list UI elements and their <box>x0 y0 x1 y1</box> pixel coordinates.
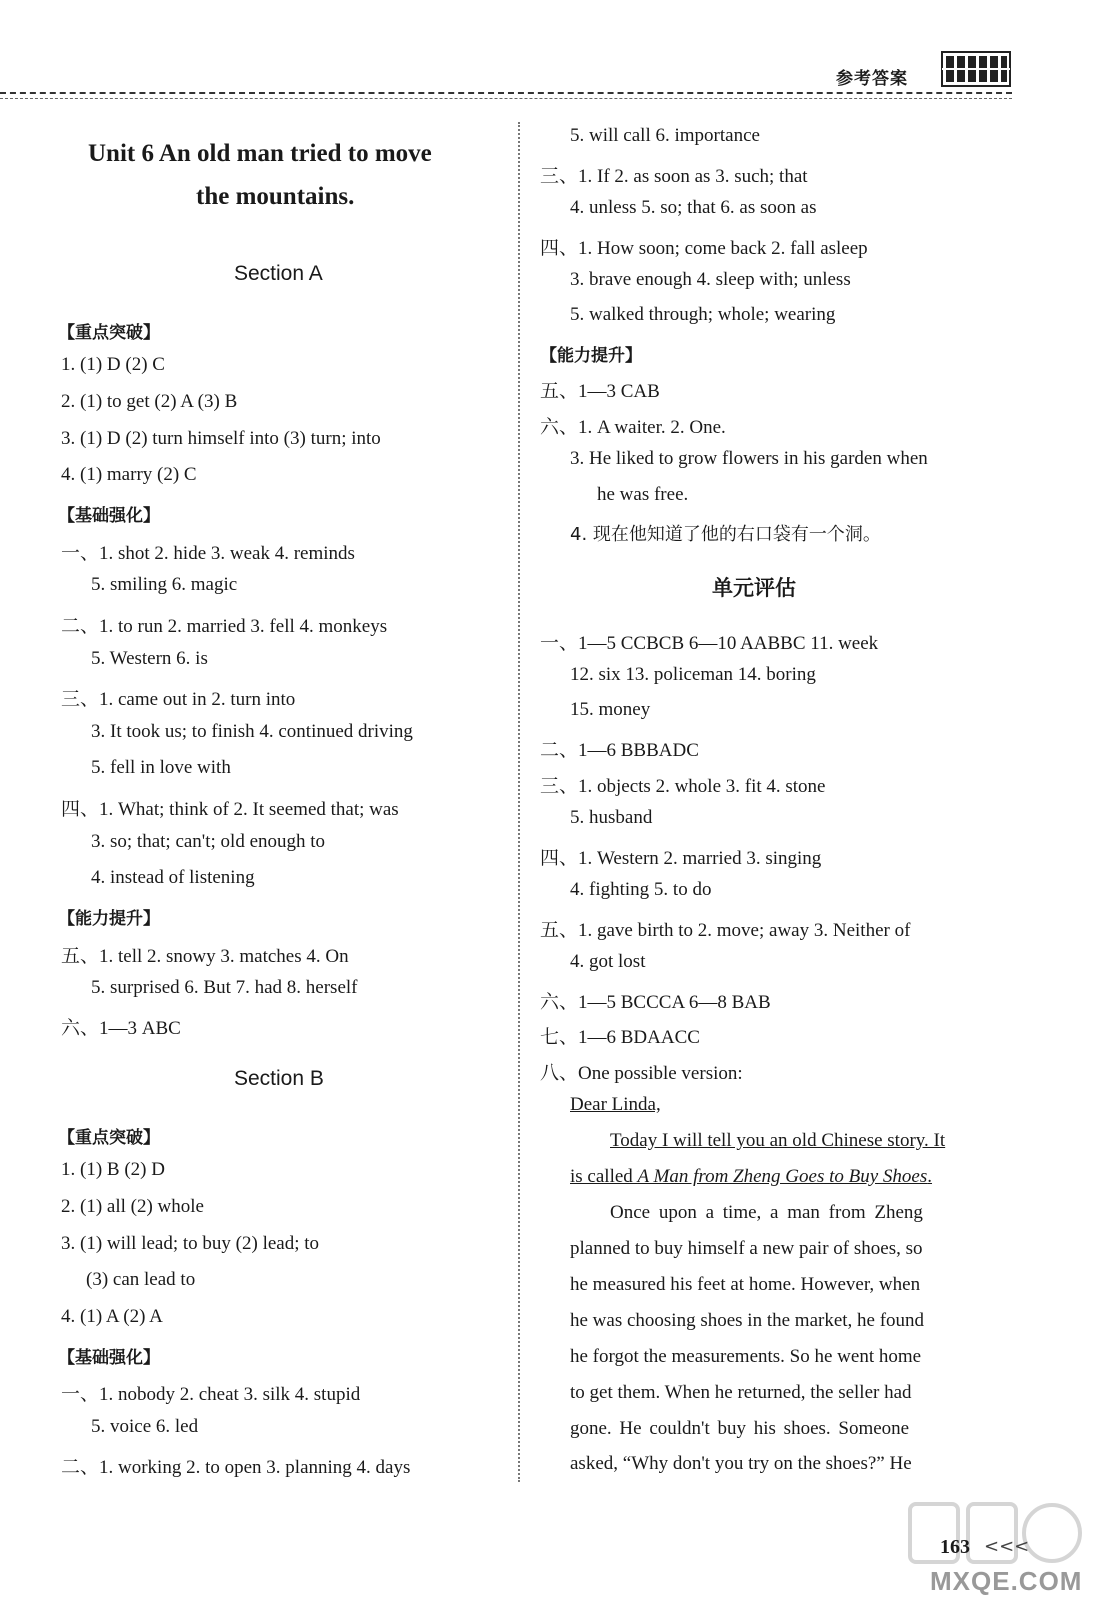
letter-text: . <box>927 1166 933 1187</box>
answer-line: 4. got lost <box>570 951 646 972</box>
watermark-text: MXQE.COM <box>930 1566 1083 1596</box>
block-label: 【重点突破】 <box>58 323 160 343</box>
answer-line: 3. so; that; can't; old enough to <box>91 831 326 852</box>
section-a-title: Section A <box>234 262 323 285</box>
answer-line: 5. fell in love with <box>91 757 231 778</box>
answer-line: 3. He liked to grow flowers in his garden when <box>570 448 928 469</box>
answer-line: 六、1. A waiter. 2. One. <box>540 417 726 438</box>
unit-evaluation-title: 单元评估 <box>712 576 796 600</box>
page-arrows-icon: <<< <box>984 1536 1030 1557</box>
answer-line: 2. (1) all (2) whole <box>61 1196 204 1217</box>
answer-line: (3) can lead to <box>86 1269 196 1290</box>
book-logo-icon <box>940 48 1012 90</box>
answer-line: 4. instead of listening <box>91 867 255 888</box>
column-divider <box>518 122 520 1482</box>
answer-line: 一、1. nobody 2. cheat 3. silk 4. stupid <box>61 1384 361 1405</box>
page-number: 163 <box>940 1536 970 1558</box>
answer-line: 3. (1) will lead; to buy (2) lead; to <box>61 1233 320 1254</box>
answer-line: 4. 现在他知道了他的右口袋有一个洞。 <box>570 524 881 545</box>
answer-line: 一、1—5 CCBCB 6—10 AABBC 11. week <box>540 633 879 654</box>
answer-line: 4. unless 5. so; that 6. as soon as <box>570 197 817 218</box>
answer-line: 四、1. How soon; come back 2. fall asleep <box>540 238 868 259</box>
block-label: 【能力提升】 <box>58 909 160 929</box>
header-rule-thin <box>0 98 1012 99</box>
letter-line: to get them. When he returned, the seller had <box>570 1382 912 1403</box>
block-label: 【基础强化】 <box>58 506 160 526</box>
answer-line: 5. surprised 6. But 7. had 8. herself <box>91 977 358 998</box>
letter-line: Today I will tell you an old Chinese story. It <box>610 1130 946 1151</box>
answer-line: 一、1. shot 2. hide 3. weak 4. reminds <box>61 543 355 564</box>
answer-line: 三、1. objects 2. whole 3. fit 4. stone <box>540 776 826 797</box>
block-label: 【基础强化】 <box>58 1348 160 1368</box>
letter-greeting: Dear Linda, <box>570 1094 661 1115</box>
answer-line: 4. (1) marry (2) C <box>61 464 197 485</box>
answer-line: 4. fighting 5. to do <box>570 879 712 900</box>
answer-line: 3. (1) D (2) turn himself into (3) turn; into <box>61 428 381 449</box>
block-label: 【能力提升】 <box>540 346 642 366</box>
answer-line: 3. brave enough 4. sleep with; unless <box>570 269 851 290</box>
answer-line: 5. husband <box>570 807 653 828</box>
letter-line: planned to buy himself a new pair of shoes, so <box>570 1238 923 1259</box>
story-title: A Man from Zheng Goes to Buy Shoes <box>637 1166 928 1187</box>
answer-line: he was free. <box>597 484 689 505</box>
letter-line: asked, “Why don't you try on the shoes?” He <box>570 1453 912 1474</box>
letter-line: he was choosing shoes in the market, he found <box>570 1310 925 1331</box>
answer-line: 五、1. gave birth to 2. move; away 3. Neither of <box>540 920 911 941</box>
answer-line: 二、1. working 2. to open 3. planning 4. days <box>61 1457 411 1478</box>
answer-line: 5. smiling 6. magic <box>91 574 238 595</box>
answer-line: 5. walked through; whole; wearing <box>570 304 836 325</box>
letter-line: he measured his feet at home. However, when <box>570 1274 921 1295</box>
letter-line: he forgot the measurements. So he went home <box>570 1346 922 1367</box>
unit-title-line2: the mountains. <box>196 183 355 210</box>
header-title: 参考答案 <box>836 69 908 89</box>
section-b-title: Section B <box>234 1067 324 1090</box>
letter-text: is called <box>570 1166 638 1187</box>
answer-line: 5. Western 6. is <box>91 648 208 669</box>
answer-line: 1. (1) D (2) C <box>61 354 165 375</box>
answer-line: 15. money <box>570 699 651 720</box>
answer-line: 5. will call 6. importance <box>570 125 760 146</box>
answer-line: 1. (1) B (2) D <box>61 1159 165 1180</box>
answer-line: 五、1. tell 2. snowy 3. matches 4. On <box>61 946 349 967</box>
answer-line: 七、1—6 BDAACC <box>540 1027 700 1048</box>
answer-line: 二、1. to run 2. married 3. fell 4. monkeys <box>61 616 388 637</box>
answer-line: 4. (1) A (2) A <box>61 1306 163 1327</box>
answer-line: 5. voice 6. led <box>91 1416 199 1437</box>
answer-line: 三、1. If 2. as soon as 3. such; that <box>540 166 808 187</box>
answer-line: 四、1. Western 2. married 3. singing <box>540 848 822 869</box>
letter-line: Once upon a time, a man from Zheng <box>610 1202 923 1223</box>
answer-line: 六、1—3 ABC <box>61 1018 181 1039</box>
letter-line <box>570 1166 932 1188</box>
answer-line: 三、1. came out in 2. turn into <box>61 689 296 710</box>
block-label: 【重点突破】 <box>58 1128 160 1148</box>
answer-line: 2. (1) to get (2) A (3) B <box>61 391 238 412</box>
page-header <box>0 0 1095 100</box>
answer-line: 3. It took us; to finish 4. continued driving <box>91 721 413 742</box>
answer-line: 12. six 13. policeman 14. boring <box>570 664 816 685</box>
answer-line: 八、One possible version: <box>540 1063 743 1084</box>
answer-line: 五、1—3 CAB <box>540 381 660 402</box>
header-rule <box>0 92 1012 94</box>
answer-line: 二、1—6 BBBADC <box>540 740 699 761</box>
letter-line: gone. He couldn't buy his shoes. Someone <box>570 1418 910 1439</box>
answer-line: 六、1—5 BCCCA 6—8 BAB <box>540 992 771 1013</box>
answer-line: 四、1. What; think of 2. It seemed that; was <box>61 799 399 820</box>
unit-title: Unit 6 An old man tried to move <box>88 140 432 167</box>
